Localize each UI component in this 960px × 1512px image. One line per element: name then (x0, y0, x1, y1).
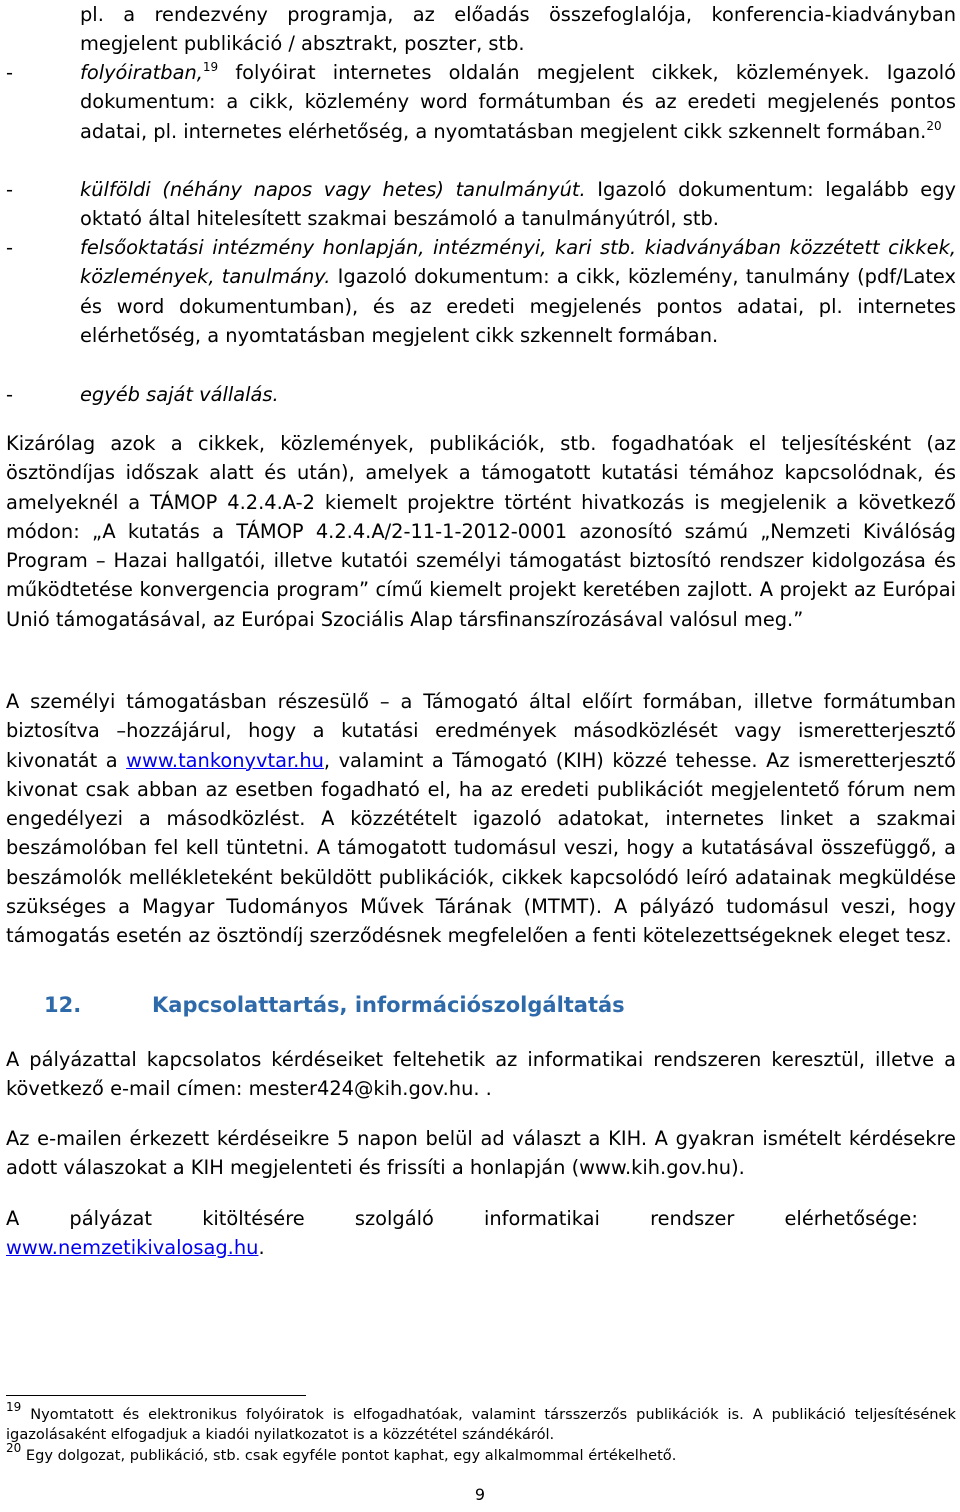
footnote-19 (6, 1400, 956, 1445)
list-dash: - (6, 61, 13, 84)
list-item-italic: külföldi (néhány napos vagy hetes) tanulmányút. (80, 178, 586, 201)
paragraph-faq (6, 1124, 956, 1183)
paragraph-contact (6, 1045, 956, 1104)
section-title: Kapcsolattartás, információszolgáltatás (152, 993, 625, 1017)
list-item-italic: egyéb saját vállalás. (80, 383, 279, 406)
list-item-study-trip (6, 175, 956, 234)
footnote-separator (6, 1395, 306, 1396)
paragraph-publication-consent (6, 687, 956, 951)
paragraph-text: Kizárólag azok a cikkek, közlemények, publikációk, stb. fogadhatóak el teljesítésként (az ösztöndíjas időszak alatt és után), amelyek a támogatott kutatási témához kapcsolódnak, és amelyeknél a TÁMOP 4.2.4.A-2 kiemelt projektre történt hivatkozás is megjelenik a következő módon: „A kutatás a TÁMOP 4.2.4.A/2-11-1-2012-0001 azonosító számú „Nemzeti Kiválóság Program – Hazai hallgatói, illetve kutatói személyi támogatást biztosító rendszer kidolgozása és működtetése konvergencia program” című kiemelt projekt keretében zajlott. A projekt az Európai Unió támogatásával, az Európai Szociális Alap társfinanszírozásával valósul meg.” (6, 432, 956, 631)
footnote-number: 20 (6, 1441, 22, 1455)
list-item-journal (6, 58, 956, 146)
paragraph-text: . (258, 1236, 265, 1260)
list-item-text: Igazoló dokumentum: a cikk, közlemény, tanulmány (pdf/Latex és word dokumentumban), és az eredeti megjelenés pontos adatai, pl. internetes elérhetőség, a nyomtatásban megjelent cikk szkennelt formában. (80, 265, 956, 347)
list-item-other (6, 380, 956, 409)
list-item-italic: folyóiratban, (80, 61, 203, 84)
list-item-continuation (80, 0, 956, 59)
page-number: 9 (474, 1485, 486, 1504)
tankonyvtar-link[interactable]: www.tankonyvtar.hu (126, 748, 324, 772)
footnote-ref: 19 (202, 60, 219, 74)
nemzetikivalosag-link[interactable]: www.nemzetikivalosag.hu (6, 1236, 259, 1260)
footnote-20 (6, 1441, 956, 1466)
list-dash: - (6, 383, 13, 406)
footnote-text: Egy dolgozat, publikáció, stb. csak egyféle pontot kaphat, egy alkalmommal értékelhető. (21, 1447, 677, 1464)
paragraph-text: , valamint a Támogató (KIH) közzé tehesse. Az ismeretterjesztő kivonat csak abban az esetben fogadható el, ha az eredeti publikációt megjelentető fórum nem engedélyezi a másodközlést. A közzétételt igazoló adatokat, internetes linket a szakmai beszámolóban fel kell tüntetni. A támogatott tudomásul veszi, hogy a kutatásával összefüggő, a beszámolók mellékleteként beküldött publikációk, cikkek kapcsolódó leíró adatainak megküldése szükséges a Magyar Tudományos Művek Tárának (MTMT). A pályázó tudomásul veszi, hogy támogatás esetén az ösztöndíj szerződésnek megfelelően a fenti kötelezettségeknek eleget tesz. (6, 748, 956, 948)
list-item-text: pl. a rendezvény programja, az előadás összefoglalója, konferencia-kiadványban megjelent publikáció / absztrakt, poszter, stb. (80, 3, 956, 56)
list-dash: - (6, 178, 13, 201)
paragraph-text: Az e-mailen érkezett kérdéseikre 5 napon belül ad választ a KIH. A gyakran ismételt kérdésekre adott válaszokat a KIH megjelenteti és frissíti a honlapján (www.kih.gov.hu). (6, 1127, 956, 1180)
footnote-number: 19 (6, 1400, 22, 1414)
section-heading (44, 993, 625, 1017)
list-item-text: folyóirat internetes oldalán megjelent cikkek, közlemények. Igazoló dokumentum: a cikk, közlemény word formátumban és az eredeti megjelenés pontos adatai, pl. internetes elérhetőség, a nyomtatásban megjelent cikk szkennelt formában. (80, 61, 956, 143)
paragraph-text: A személyi támogatásban részesülő – a Támogató által előírt formában, illetve formátumban biztosítva –hozzájárul, hogy a kutatási eredmények másodközlését vagy ismeretterjesztő kivonatát a (6, 690, 956, 772)
paragraph-acknowledgement (6, 429, 956, 634)
paragraph-text: A pályázat kitöltésére szolgáló informatikai rendszer elérhetősége: (6, 1207, 918, 1230)
list-dash: - (6, 236, 13, 259)
footnote-text: Nyomtatott és elektronikus folyóiratok is elfogadhatóak, valamint társszerzős publikációk is. A publikáció teljesítésének igazolásaként elfogadjuk a kiadói nyilatkozatot is a közzététel szándékáról. (6, 1406, 956, 1443)
paragraph-text: A pályázattal kapcsolatos kérdéseiket feltehetik az informatikai rendszeren keresztül, illetve a következő e-mail címen: mester424@kih.gov.hu. . (6, 1048, 956, 1101)
list-item-institution (6, 233, 956, 350)
list-item-text: Igazoló dokumentum: legalább egy oktató által hitelesített szakmai beszámoló a tanulmányútról, stb. (80, 178, 956, 231)
paragraph-system-access (6, 1204, 956, 1263)
list-item-italic: felsőoktatási intézmény honlapján, intézményi, kari stb. kiadványában közzétett cikkek, közlemények, tanulmány. (80, 236, 956, 289)
section-number: 12. (44, 993, 82, 1017)
footnote-ref: 20 (926, 118, 942, 133)
